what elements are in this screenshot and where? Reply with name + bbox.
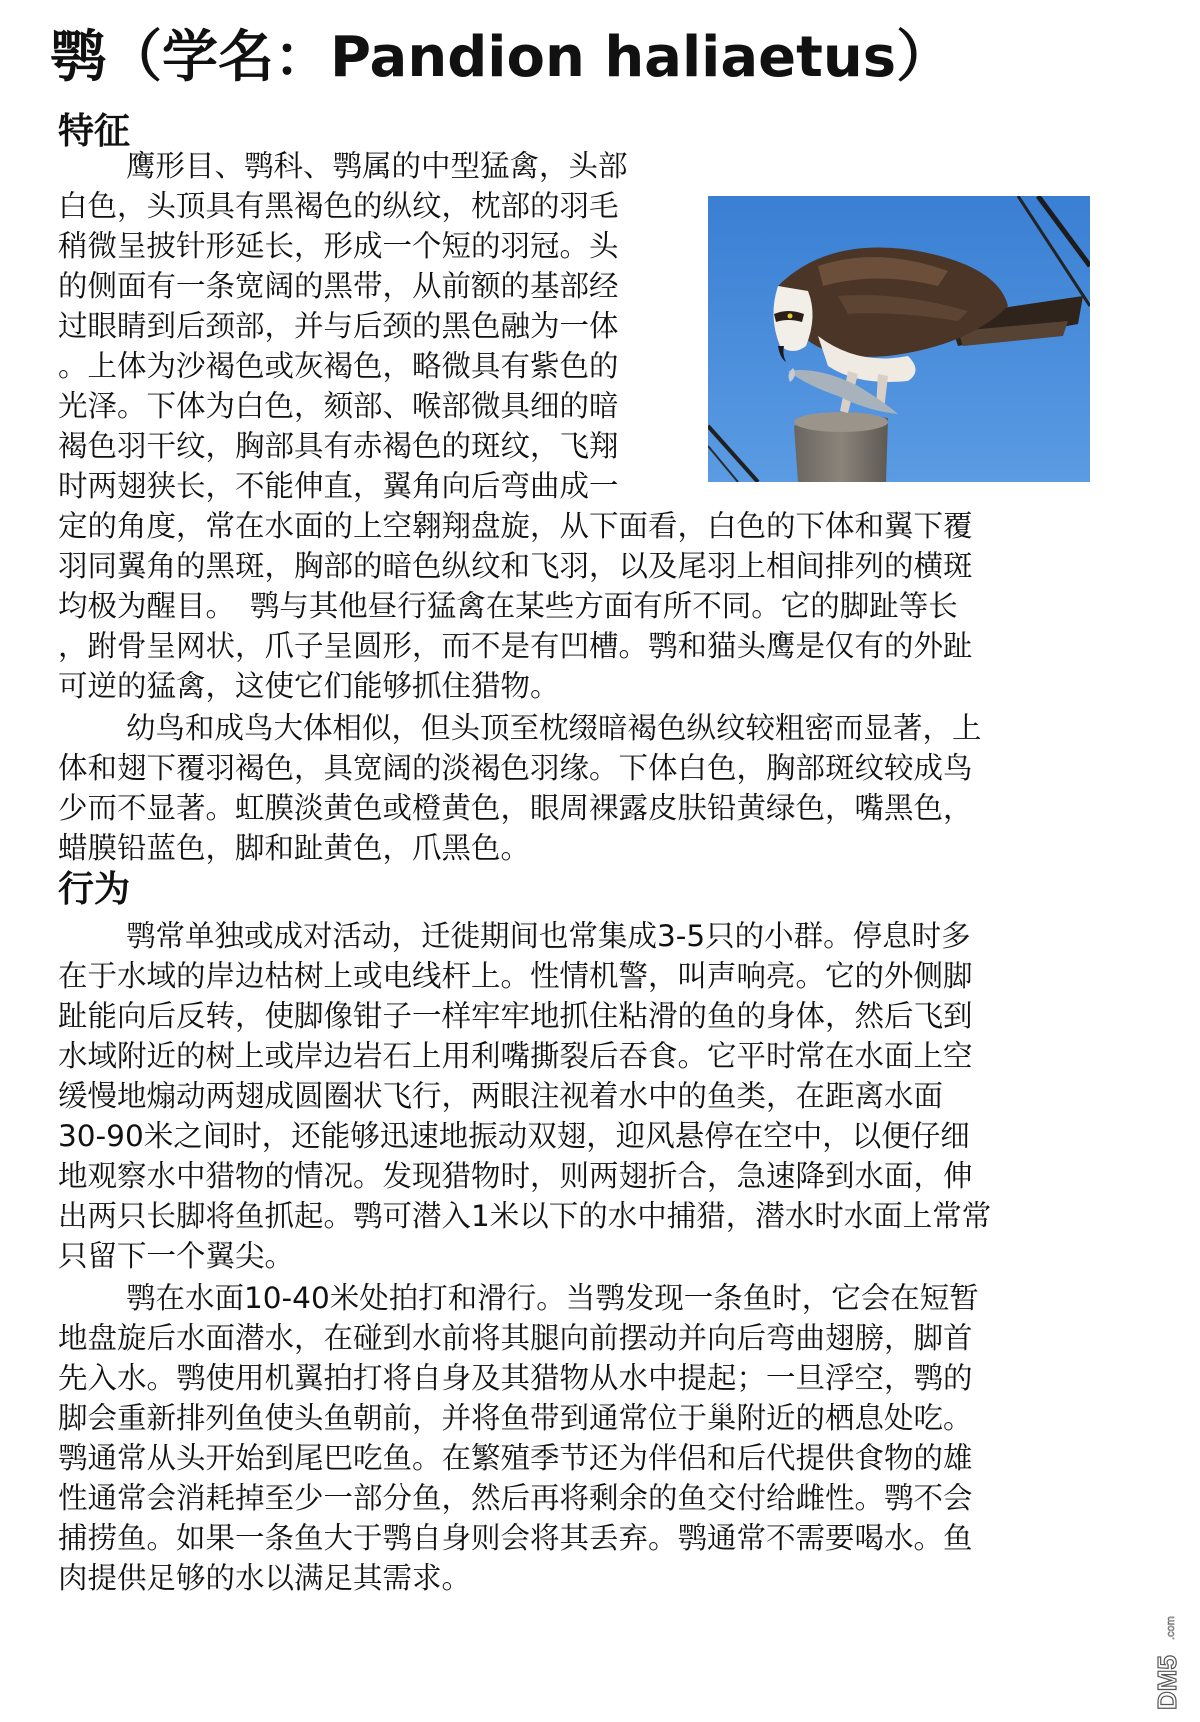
behavior-line: 肉提供足够的水以满足其需求。	[58, 1561, 472, 1595]
features-line: 白色，头顶具有黑褐色的纵纹，枕部的羽毛	[58, 189, 619, 223]
behavior-line: 脚会重新排列鱼使头鱼朝前，并将鱼带到通常位于巢附近的栖息处吃。	[58, 1401, 973, 1435]
behavior-line: 只留下一个翼尖。	[58, 1239, 295, 1273]
features-line: 蜡膜铅蓝色，脚和趾黄色，爪黑色。	[58, 831, 531, 865]
osprey-photo-illustration	[708, 196, 1090, 482]
behavior-line: 30-90米之间时，还能够迅速地振动双翅，迎风悬停在空中，以便仔细	[58, 1119, 970, 1153]
features-line: 鹰形目、鹗科、鹗属的中型猛禽，头部	[126, 149, 628, 183]
behavior-line: 在于水域的岸边枯树上或电线杆上。性情机警，叫声响亮。它的外侧脚	[58, 959, 973, 993]
svg-text:.com: .com	[1165, 1616, 1177, 1640]
dm5-watermark-icon	[1150, 1570, 1190, 1710]
behavior-line: 性通常会消耗掉至少一部分鱼，然后再将剩余的鱼交付给雌性。鹗不会	[58, 1481, 973, 1515]
features-line: 定的角度，常在水面的上空翱翔盘旋，从下面看，白色的下体和翼下覆	[58, 509, 973, 543]
behavior-line: 水域附近的树上或岸边岩石上用利嘴撕裂后吞食。它平时常在水面上空	[58, 1039, 973, 1073]
behavior-line: 地观察水中猎物的情况。发现猎物时，则两翅折合，急速降到水面，伸	[58, 1159, 973, 1193]
features-line: 时两翅狭长，不能伸直，翼角向后弯曲成一	[58, 469, 619, 503]
features-line: 过眼睛到后颈部，并与后颈的黑色融为一体	[58, 309, 619, 343]
behavior-line: 缓慢地煽动两翅成圆圈状飞行，两眼注视着水中的鱼类，在距离水面	[58, 1079, 944, 1113]
page-title: 鹗（学名：Pandion haliaetus）	[50, 25, 953, 90]
features-line: 少而不显著。虹膜淡黄色或橙黄色，眼周裸露皮肤铅黄绿色，嘴黑色，	[58, 791, 973, 825]
features-line: 的侧面有一条宽阔的黑带，从前额的基部经	[58, 269, 619, 303]
behavior-line: 鹗在水面10-40米处拍打和滑行。当鹗发现一条鱼时，它会在短暂	[126, 1281, 979, 1315]
behavior-line: 先入水。鹗使用机翼拍打将自身及其猎物从水中提起；一旦浮空，鹗的	[58, 1361, 973, 1395]
behavior-line: 趾能向后反转，使脚像钳子一样牢牢地抓住粘滑的鱼的身体，然后飞到	[58, 999, 973, 1033]
watermark-logo	[1150, 1570, 1190, 1710]
features-line: 可逆的猛禽，这使它们能够抓住猎物。	[58, 669, 560, 703]
features-line: 光泽。下体为白色，颏部、喉部微具细的暗	[58, 389, 619, 423]
behavior-line: 出两只长脚将鱼抓起。鹗可潜入1米以下的水中捕猎，潜水时水面上常常	[58, 1199, 992, 1233]
features-line: ，跗骨呈网状，爪子呈圆形，而不是有凹槽。鹗和猫头鹰是仅有的外趾	[58, 629, 973, 663]
section-heading-features: 特征	[58, 111, 131, 152]
svg-text:DM5: DM5	[1152, 1655, 1182, 1710]
behavior-line: 地盘旋后水面潜水，在碰到水前将其腿向前摆动并向后弯曲翅膀，脚首	[58, 1321, 973, 1355]
features-line: 。上体为沙褐色或灰褐色，略微具有紫色的	[58, 349, 619, 383]
features-line: 均极为醒目。 鹗与其他昼行猛禽在某些方面有所不同。它的脚趾等长	[58, 589, 958, 623]
features-line: 体和翅下覆羽褐色，具宽阔的淡褐色羽缘。下体白色，胸部斑纹较成鸟	[58, 751, 973, 785]
osprey-photo	[708, 196, 1090, 482]
behavior-line: 捕捞鱼。如果一条鱼大于鹗自身则会将其丢弃。鹗通常不需要喝水。鱼	[58, 1521, 973, 1555]
features-line: 羽同翼角的黑斑，胸部的暗色纵纹和飞羽，以及尾羽上相间排列的横斑	[58, 549, 973, 583]
features-line: 稍微呈披针形延长，形成一个短的羽冠。头	[58, 229, 619, 263]
features-line: 褐色羽干纹，胸部具有赤褐色的斑纹，飞翔	[58, 429, 619, 463]
behavior-line: 鹗常单独或成对活动，迁徙期间也常集成3-5只的小群。停息时多	[126, 919, 971, 953]
behavior-line: 鹗通常从头开始到尾巴吃鱼。在繁殖季节还为伴侣和后代提供食物的雄	[58, 1441, 973, 1475]
section-heading-behavior: 行为	[58, 869, 131, 910]
features-line: 幼鸟和成鸟大体相似，但头顶至枕缀暗褐色纵纹较粗密而显著，上	[126, 711, 982, 745]
